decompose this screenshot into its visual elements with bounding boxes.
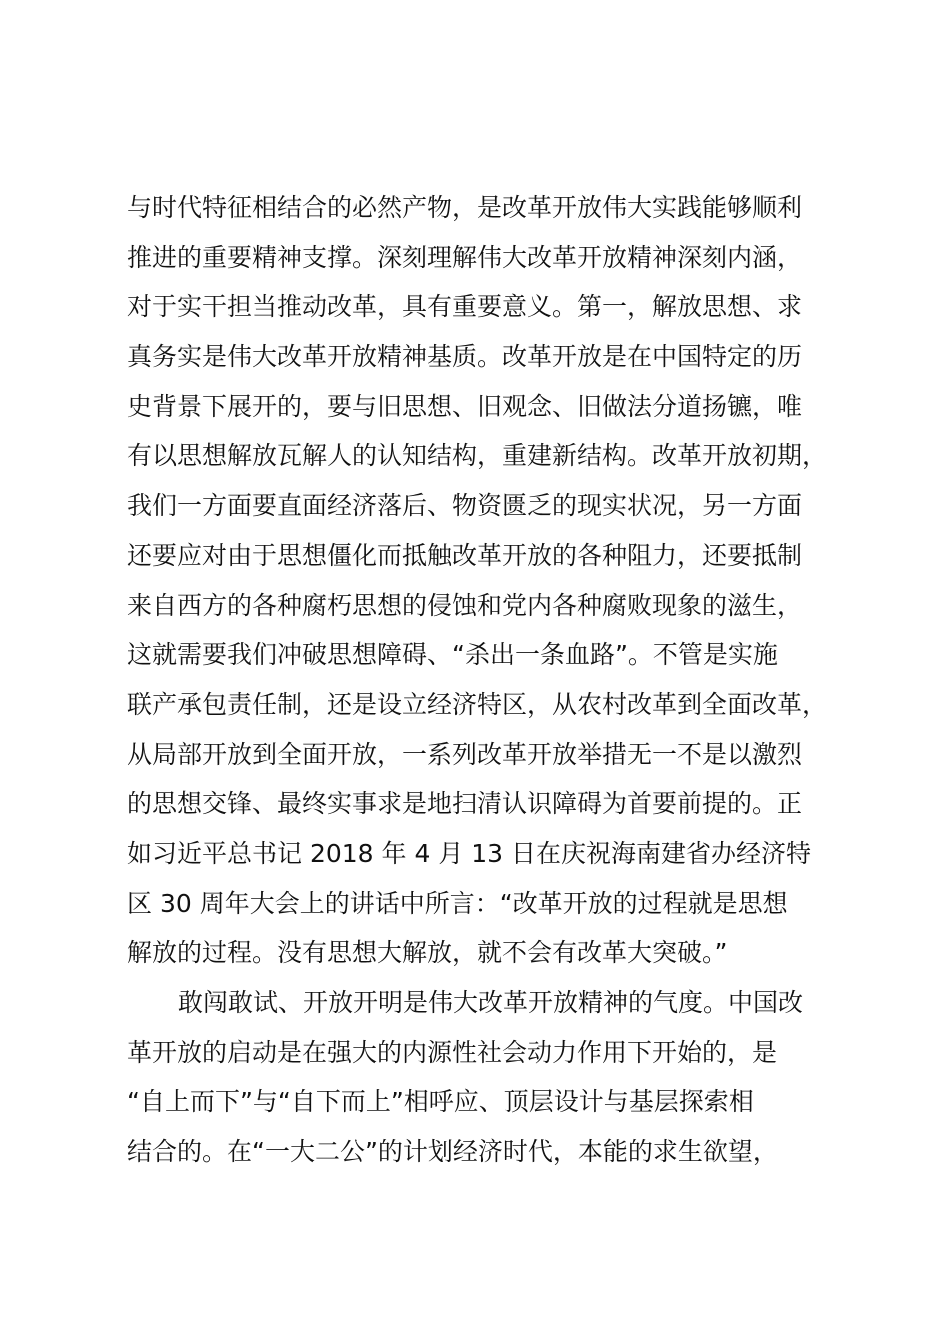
text-line: 解放的过程。没有思想大解放，就不会有改革大突破。”	[127, 938, 728, 968]
text-line: 的思想交锋、最终实事求是地扫清认识障碍为首要前提的。正	[127, 789, 803, 819]
text-line: 这就需要我们冲破思想障碍、“杀出一条血路”。不管是实施	[127, 640, 778, 670]
text-line: 区 30 周年大会上的讲话中所言：“改革开放的过程就是思想	[127, 888, 788, 918]
text-line: 如习近平总书记 2018 年 4 月 13 日在庆祝海南建省办经济特	[127, 838, 812, 868]
text-line: 从局部开放到全面开放，一系列改革开放举措无一不是以激烈	[127, 739, 803, 769]
body-text	[127, 183, 857, 1177]
text-line: 对于实干担当推动改革，具有重要意义。第一，解放思想、求	[127, 292, 803, 322]
text-line: 有以思想解放瓦解人的认知结构，重建新结构。改革开放初期，	[127, 441, 828, 471]
text-line: 革开放的启动是在强大的内源性社会动力作用下开始的，是	[127, 1037, 778, 1067]
text-line: 结合的。在“一大二公”的计划经济时代，本能的求生欲望，	[127, 1137, 778, 1167]
text-line: 史背景下展开的，要与旧思想、旧观念、旧做法分道扬镳，唯	[127, 391, 803, 421]
text-line: 来自西方的各种腐朽思想的侵蚀和党内各种腐败现象的滋生，	[127, 590, 803, 620]
text-line: 我们一方面要直面经济落后、物资匮乏的现实状况，另一方面	[127, 491, 803, 521]
paragraph-start-line: 敢闯敢试、开放开明是伟大改革开放精神的气度。中国改	[178, 988, 804, 1017]
text-line: 真务实是伟大改革开放精神基质。改革开放是在中国特定的历	[127, 342, 803, 372]
text-line: 还要应对由于思想僵化而抵触改革开放的各种阻力，还要抵制	[127, 540, 803, 570]
text-line: 联产承包责任制，还是设立经济特区，从农村改革到全面改革，	[127, 689, 828, 719]
text-line: 推进的重要精神支撑。深刻理解伟大改革开放精神深刻内涵，	[127, 242, 803, 272]
text-line: 与时代特征相结合的必然产物，是改革开放伟大实践能够顺利	[127, 193, 803, 222]
text-line: “自上而下”与“自下而上”相呼应、顶层设计与基层探索相	[127, 1087, 754, 1117]
